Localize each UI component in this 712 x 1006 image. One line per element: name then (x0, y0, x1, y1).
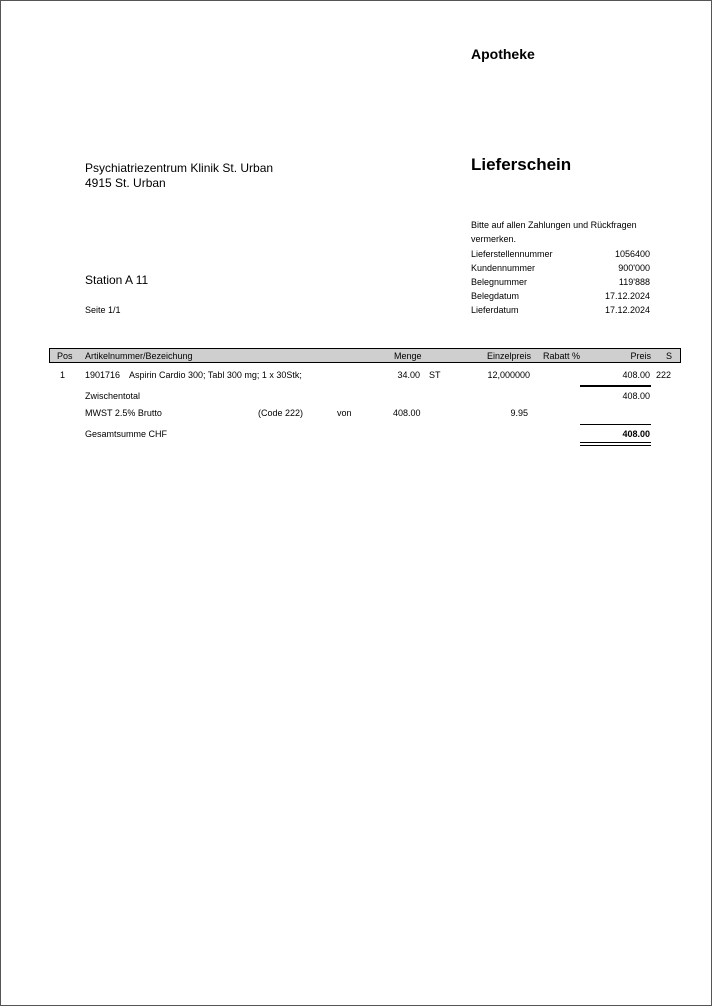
meta-label-delivery-point: Lieferstellennummer (471, 249, 553, 259)
grand-total-value: 408.00 (622, 429, 650, 439)
note-line-2: vermerken. (471, 234, 517, 244)
vat-from: von (337, 408, 352, 418)
row-unit-price: 12,000000 (487, 370, 530, 380)
meta-value-customer-number: 900'000 (618, 263, 650, 273)
meta-label-document-date: Belegdatum (471, 291, 520, 301)
meta-value-delivery-date: 17.12.2024 (604, 305, 650, 315)
header-pos: Pos (57, 351, 73, 361)
row-description: Aspirin Cardio 300; Tabl 300 mg; 1 x 30Stk; (129, 370, 302, 380)
recipient-line-2: 4915 St. Urban (85, 176, 166, 190)
header-quantity: Menge (394, 351, 422, 361)
vat-label: MWST 2.5% Brutto (85, 408, 162, 418)
meta-value-delivery-point: 1056400 (614, 249, 650, 259)
subtotal-label: Zwischentotal (85, 391, 141, 401)
grand-total-top-line (580, 424, 651, 425)
header-price: Preis (630, 351, 651, 361)
header-discount: Rabatt % (543, 351, 581, 361)
grand-total-double-line-2 (580, 445, 651, 446)
subtotal-value: 408.00 (622, 391, 650, 401)
vat-base: 408.00 (393, 408, 421, 418)
meta-label-document-number: Belegnummer (471, 277, 528, 287)
sender-name: Apotheke (471, 46, 535, 62)
vat-code: (Code 222) (258, 408, 304, 418)
row-pos: 1 (60, 370, 66, 380)
meta-label-customer-number: Kundennummer (471, 263, 536, 273)
header-s: S (666, 351, 673, 361)
recipient-station: Station A 11 (85, 273, 149, 287)
document-title: Lieferschein (471, 155, 572, 174)
grand-total-label: Gesamtsumme CHF (85, 429, 168, 439)
header-article: Artikelnummer/Bezeichung (85, 351, 193, 361)
recipient-line-1: Psychiatriezentrum Klinik St. Urban (85, 161, 274, 175)
table-header (49, 348, 681, 363)
header-unit-price: Einzelpreis (487, 351, 532, 361)
meta-value-document-number: 119'888 (618, 277, 650, 287)
row-s: 222 (656, 370, 672, 380)
note-line-1: Bitte auf allen Zahlungen und Rückfragen (471, 220, 637, 230)
subtotal-divider (580, 385, 651, 387)
row-article-number: 1901716 (85, 370, 121, 380)
vat-amount: 9.95 (510, 408, 528, 418)
row-unit: ST (429, 370, 441, 380)
row-price: 408.00 (622, 370, 650, 380)
row-quantity: 34.00 (397, 370, 420, 380)
meta-label-delivery-date: Lieferdatum (471, 305, 519, 315)
meta-value-document-date: 17.12.2024 (604, 291, 650, 301)
grand-total-double-line-1 (580, 442, 651, 443)
page-number: Seite 1/1 (85, 305, 121, 315)
